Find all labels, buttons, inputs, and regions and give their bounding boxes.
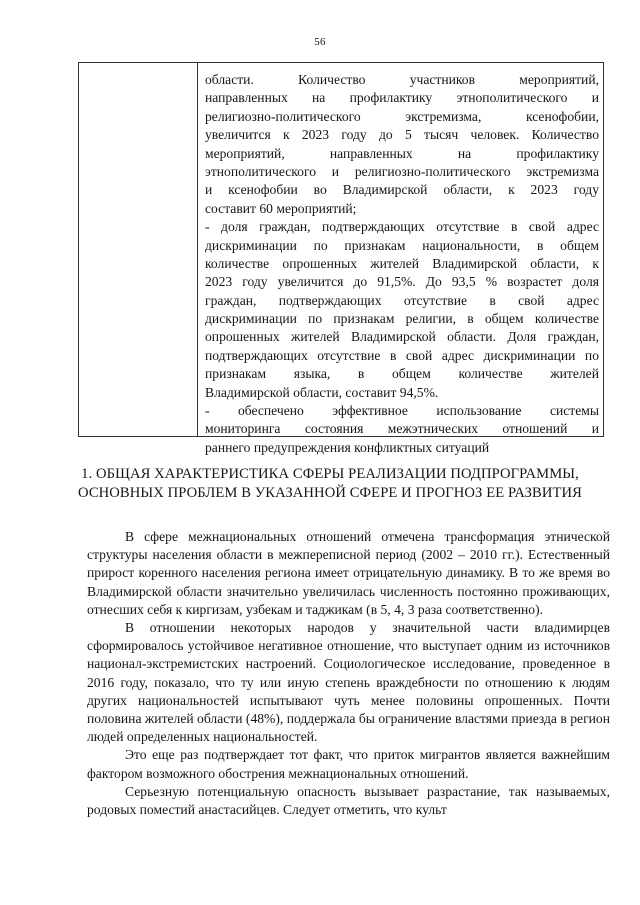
table-line: направленных на профилактику этнополитического и — [205, 90, 599, 106]
table-line: религиозно-политического экстремизма, ксенофобии, — [205, 108, 599, 124]
table-line: опрошенных жителей Владимирской области. Доля граждан, — [205, 329, 599, 345]
paragraph: В сфере межнациональных отношений отмечена трансформация этнической структуры населения области в межпереписной период (2002 – 2010 гг.). Естественный прирост коренного населения региона имеет отрицательную динамику. В то же время во Владимирской области значительно увеличилась численность постоянно проживающих, отнесших себя к киргизам, узбекам и таджикам (в 5, 4, 3 раза соответственно). — [87, 529, 610, 617]
table-line: 2023 году увеличится до 91,5%. До 93,5 % возрастет доля — [205, 274, 599, 290]
table-line: подтверждающих отсутствие в свой адрес дискриминации по — [205, 347, 599, 363]
table-line: количестве опрошенных жителей Владимирской области, к — [205, 255, 599, 271]
table-line: - доля граждан, подтверждающих отсутствие в свой адрес — [205, 219, 599, 235]
paragraph: В отношении некоторых народов у значительной части владимирцев сформировалось устойчивое негативное отношение, что выступает одним из источников национал-экстремистских настроений. Социологическое исследование, проведенное в 2016 году, показало, что ту или иную степень враждебности по отношению к людям других национальностей испытывают чуть менее половины опрошенных. Почти половина жителей области (48%), поддержала бы ограничение властями приезда в регион людей определенных национальностей. — [87, 620, 610, 745]
paragraph: Серьезную потенциальную опасность вызывает разрастание, так называемых, родовых поместий анастасийцев. Следует отметить, что культ — [87, 783, 610, 818]
table-line: составит 60 мероприятий; — [205, 200, 357, 216]
table-line: дискриминации по признакам религии, в общем количестве — [205, 311, 599, 327]
table-line: раннего предупреждения конфликтных ситуаций — [205, 439, 490, 455]
table-fragment — [78, 62, 604, 455]
table-line: увеличится к 2023 году до 5 тысяч человек. Количество — [205, 127, 599, 143]
table-line: - обеспечено эффективное использование системы — [205, 403, 599, 419]
table-line: мероприятий, направленных на профилактику — [205, 145, 599, 161]
table-line: и ксенофобии во Владимирской области, к 2023 году — [205, 182, 599, 198]
table-cell-text — [205, 71, 599, 457]
table-line: этнополитического и религиозно-политического экстремизма — [205, 163, 599, 179]
paragraph: Это еще раз подтверждает тот факт, что приток мигрантов является важнейшим фактором возможного обострения межнациональных отношений. — [87, 747, 610, 781]
table-line: граждан, подтверждающих отсутствие в свой адрес — [205, 292, 599, 308]
column-divider — [197, 63, 198, 436]
table-line: области. Количество участников мероприятий, — [205, 72, 599, 87]
table-line: признакам языка, в общем количестве жителей — [205, 366, 599, 382]
heading-line: 1. ОБЩАЯ ХАРАКТЕРИСТИКА СФЕРЫ РЕАЛИЗАЦИИ ПОДПРОГРАММЫ, — [81, 466, 579, 482]
table-line: Владимирской области, составит 94,5%. — [205, 384, 439, 400]
section-heading — [60, 465, 600, 503]
section-body — [87, 528, 610, 819]
table-line: мониторинга состояния межэтнических отношений и — [205, 421, 599, 437]
page-number: 56 — [314, 36, 326, 48]
table-line: дискриминации по признакам национальности, в общем — [205, 237, 599, 253]
heading-line: ОСНОВНЫХ ПРОБЛЕМ В УКАЗАННОЙ СФЕРЕ И ПРОГНОЗ ЕЕ РАЗВИТИЯ — [78, 485, 582, 501]
